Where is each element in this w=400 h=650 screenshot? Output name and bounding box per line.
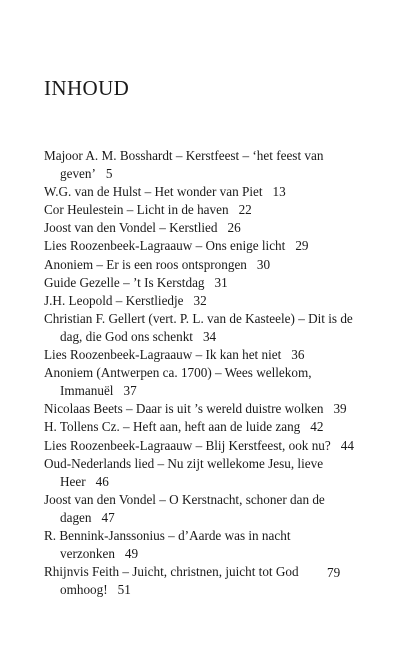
toc-entry-text: Rhijnvis Feith – Juicht, christnen, juicht tot God omhoog! [44,564,299,598]
toc-entry [44,292,370,310]
toc-entry [44,400,370,418]
toc-entry-page: 47 [101,509,115,525]
toc-entry-page: 29 [295,238,309,254]
toc-entry [44,310,370,346]
toc-entry-page: 51 [117,582,131,598]
toc-entry [44,437,370,455]
toc-entry-text: Nicolaas Beets – Daar is uit ’s wereld duistre wolken [44,401,324,417]
toc-entry [44,201,370,219]
toc-entry-page: 39 [333,401,347,417]
toc-entry-text: Anoniem – Er is een roos ontsprongen [44,256,247,272]
toc-entry-text: Lies Roozenbeek-Lagraauw – Ons enige licht [44,238,286,254]
toc-entry-page: 31 [214,274,228,290]
toc-entry-text: H. Tollens Cz. – Heft aan, heft aan de luide zang [44,419,301,435]
toc-entry-text: Christian F. Gellert (vert. P. L. van de Kasteele) – Dit is de dag, die God ons schenkt [44,310,353,344]
toc-entry-text: Joost van den Vondel – Kerstlied [44,220,218,236]
toc-entry [44,346,370,364]
page-number: 79 [327,565,341,580]
toc-entry-text: Lies Roozenbeek-Lagraauw – Blij Kerstfeest, ook nu? [44,437,331,453]
toc-entry [44,237,370,255]
toc-entry [44,183,370,201]
toc-entry-text: Guide Gezelle – ’t Is Kerstdag [44,274,205,290]
toc-entry-page: 22 [238,202,252,218]
toc-entry [44,274,370,292]
toc-entry-text: J.H. Leopold – Kerstliedje [44,292,184,308]
toc-entry-page: 49 [124,546,139,562]
toc-entry-text: Anoniem (Antwerpen ca. 1700) – Wees wellekom, Immanuël [44,365,312,399]
toc-entry-page: 13 [272,184,286,200]
toc-entry-text: W.G. van de Hulst – Het wonder van Piet [44,184,263,200]
toc-entry [44,219,370,237]
toc-entry [44,418,370,436]
toc-entry-page: 44 [340,437,354,453]
toc-entry [44,563,370,599]
toc-entry-page: 37 [123,383,137,399]
toc-entry-page: 30 [256,256,271,272]
toc-entry-text: R. Bennink-Janssonius – d’Aarde was in nacht verzonken [44,527,291,562]
toc-entry [44,256,370,274]
toc-entry-page: 36 [291,347,305,363]
toc-entry-text: Oud-Nederlands lied – Nu zijt wellekome Jesu, lieve Heer [44,455,324,489]
toc-entry-text: Cor Heulestein – Licht in de haven [44,202,229,218]
toc-entry [44,455,370,491]
toc-entry-text: Joost van den Vondel – O Kerstnacht, schoner dan de dagen [44,491,325,525]
toc-entry [44,364,370,400]
toc-entry-text: Majoor A. M. Bosshardt – Kerstfeest – ‘het feest van geven’ [44,148,324,182]
table-of-contents [44,147,370,599]
toc-entry-text: Lies Roozenbeek-Lagraauw – Ik kan het niet [44,347,282,363]
toc-entry [44,527,370,563]
toc-entry-page: 34 [202,328,217,344]
page-title: INHOUD [44,76,130,100]
toc-entry [44,491,370,527]
toc-entry-page: 46 [95,473,109,489]
toc-entry-page: 42 [310,419,324,435]
toc-entry-page: 32 [193,292,207,308]
toc-entry [44,147,370,183]
toc-entry-page: 5 [105,166,113,182]
toc-entry-page: 26 [227,220,241,236]
